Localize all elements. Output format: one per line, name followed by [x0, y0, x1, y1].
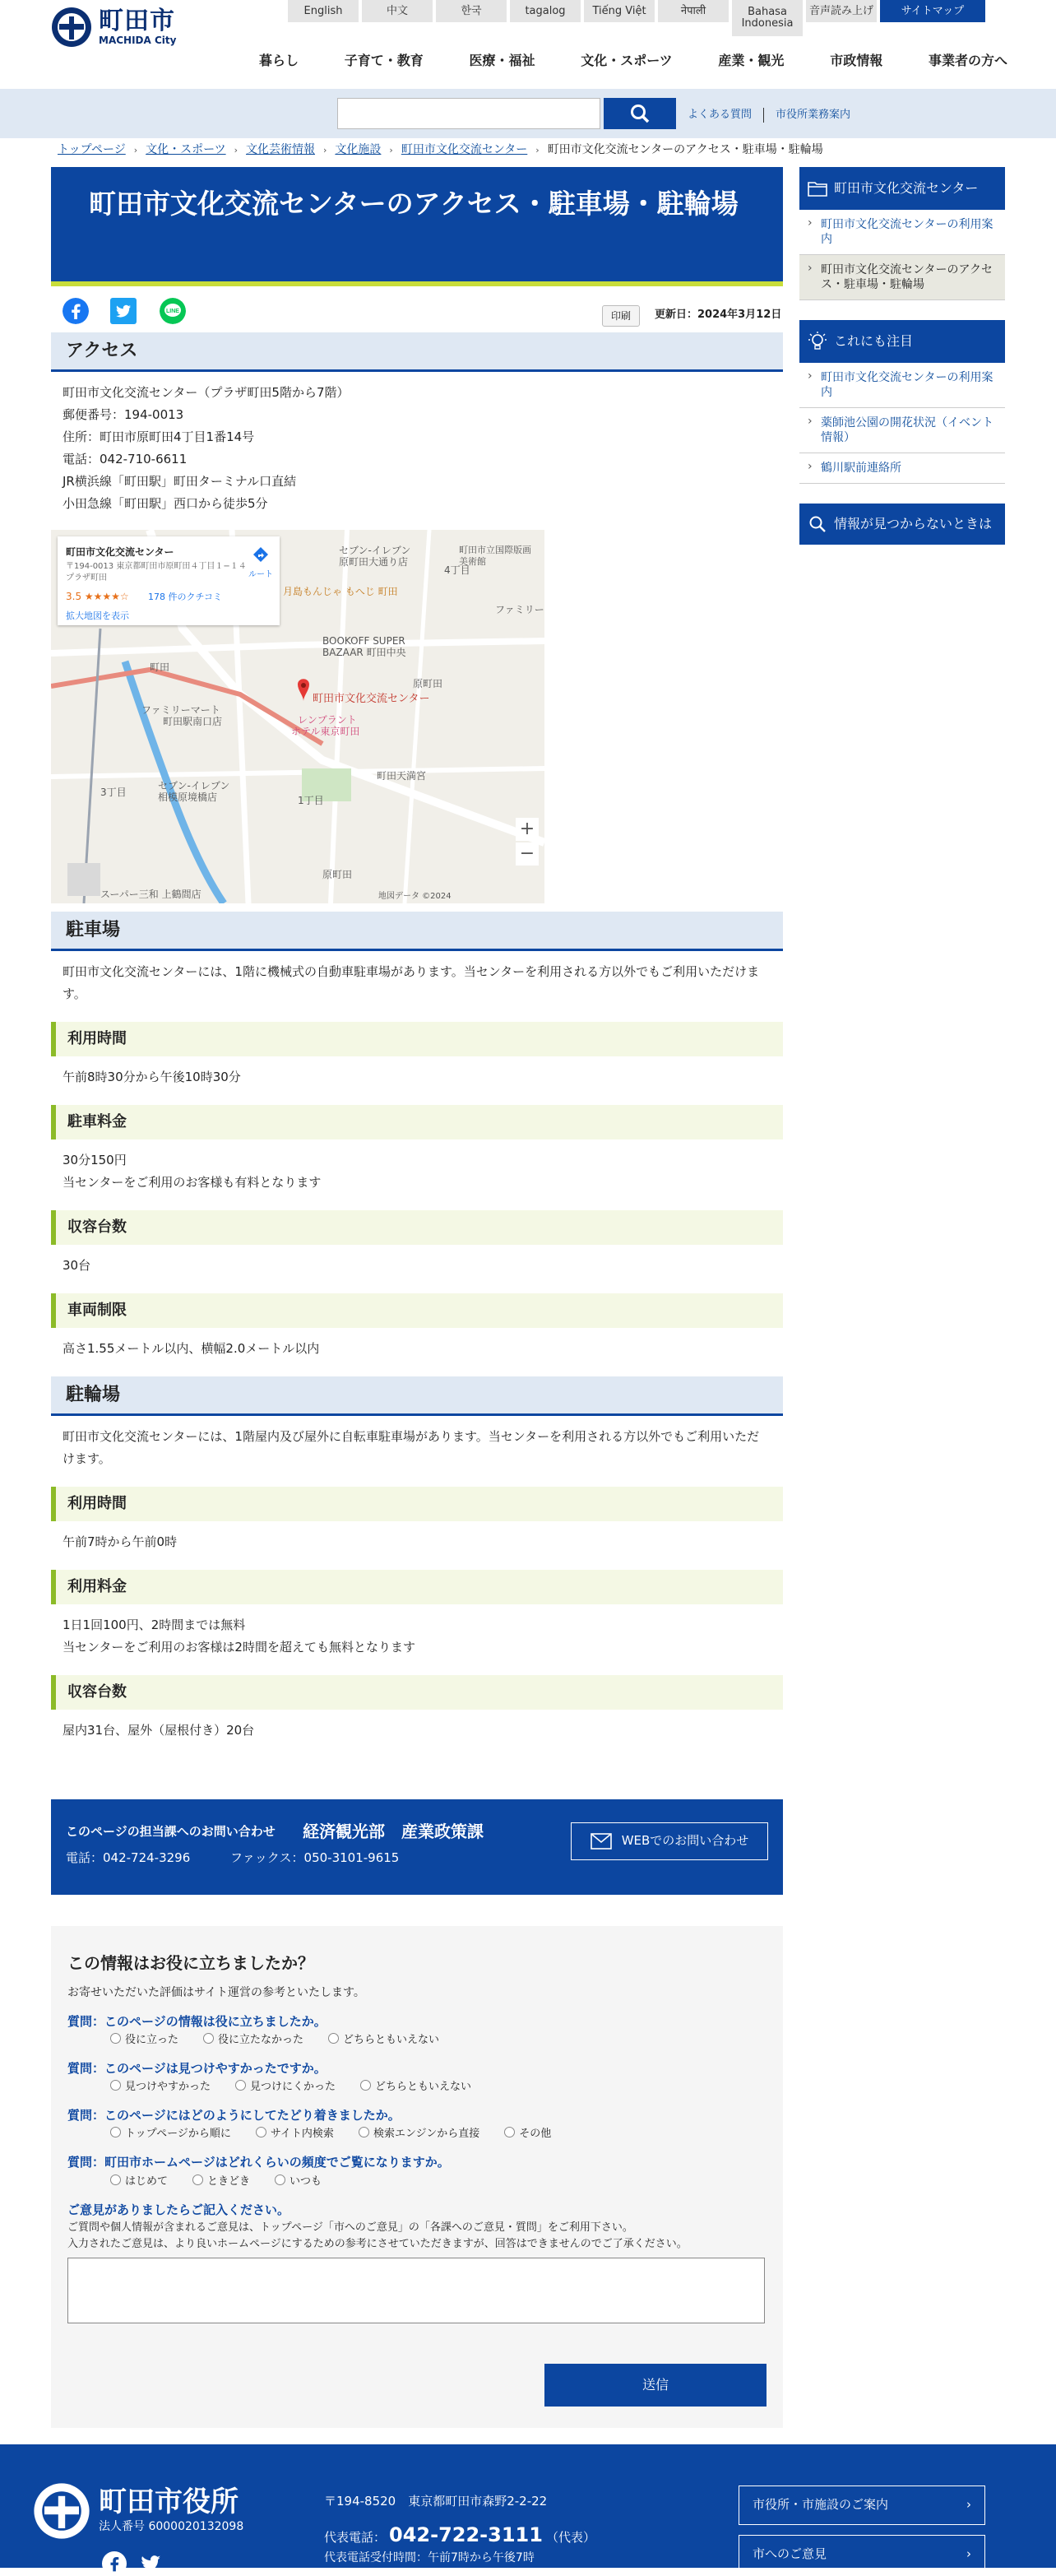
sidebar-item[interactable] — [799, 408, 1005, 453]
section-heading-access: アクセス — [51, 332, 783, 372]
map-label: 原町田 — [413, 678, 443, 689]
access-line: 住所：町田市原町田4丁目1番14号 — [63, 429, 255, 444]
feedback-form — [51, 1926, 783, 2428]
page-title: 町田市文化交流センターのアクセス・駐車場・駐輪場 — [51, 167, 783, 286]
chevron-right-icon: › — [234, 145, 239, 156]
sidebar-item[interactable] — [799, 210, 1005, 255]
access-line: 郵便番号：194-0013 — [63, 407, 184, 422]
subheading: 利用料金 — [51, 1570, 783, 1604]
faq-link[interactable]: よくある質問 — [688, 109, 753, 121]
chevron-right-icon: › — [966, 2546, 971, 2562]
web-inquiry-label: WEBでのお問い合わせ — [621, 1833, 749, 1849]
svg-text:+: + — [519, 819, 535, 839]
radio-group — [67, 2173, 767, 2191]
sidebar-item[interactable] — [799, 453, 1005, 484]
map-label: ファミリー — [495, 604, 544, 615]
map-label: 町田駅南口店 — [163, 716, 223, 727]
access-line: 町田市文化交流センター（プラザ町田5階から7階） — [63, 385, 350, 400]
map-enlarge-link[interactable]: 拡大地図を表示 — [66, 610, 129, 621]
opinion-note: 入力されたご意見は、より良いホームページにするための参考にさせていただきますが、回答はできませんのでご了承ください。 — [67, 2238, 688, 2251]
contact-box — [51, 1799, 783, 1895]
facebook-icon[interactable] — [102, 2551, 127, 2576]
feedback-note: お寄せいただいた評価はサイト運営の参考といたします。 — [67, 1986, 365, 1999]
line-icon[interactable] — [160, 298, 186, 324]
footer-logo — [33, 2482, 243, 2540]
radio-option[interactable]: はじめて — [110, 2173, 168, 2191]
bicycle-capacity: 屋内31台、屋外（屋根付き）20台 — [63, 1723, 255, 1738]
radio-option[interactable]: 見つけやすかった — [110, 2078, 211, 2096]
access-line: 小田急線「町田駅」西口から徒歩5分 — [63, 496, 268, 511]
map-card-rating: 3.5 ★★★★☆ — [66, 591, 129, 602]
twitter-icon[interactable] — [110, 298, 137, 324]
radio-option[interactable]: 検索エンジンから直接 — [359, 2125, 479, 2143]
parking-hours: 午前8時30分から午後10時30分 — [63, 1070, 241, 1084]
breadcrumb-facilities[interactable]: 文化施設 — [335, 143, 382, 156]
bicycle-hours: 午前7時から午前0時 — [63, 1534, 178, 1549]
sidebar-box-header — [799, 320, 1005, 363]
radio-option[interactable]: トップページから順に — [110, 2125, 231, 2143]
access-info — [51, 372, 783, 525]
footer-facilities-button[interactable] — [739, 2485, 985, 2525]
parking-limit: 高さ1.55メートル以内、横幅2.0メートル以内 — [63, 1341, 320, 1356]
main-content — [51, 167, 783, 2428]
feedback-question: 質問：このページは見つけやすかったですか。 — [67, 2060, 327, 2076]
chevron-right-icon: › — [535, 145, 540, 156]
footer-tel-suffix: （代表） — [545, 2530, 595, 2545]
footer-corp-no: 法人番号 6000020132098 — [99, 2520, 244, 2534]
site-footer — [0, 2444, 1056, 2568]
city-emblem-icon — [51, 7, 92, 48]
not-found-button[interactable] — [799, 504, 1005, 545]
opinion-heading: ご意見がありましたらご記入ください。 — [67, 2202, 290, 2217]
map-route-label: ルート — [248, 570, 273, 580]
map-label: BAZAAR 町田中央 — [322, 647, 406, 658]
footer-btn-label: 市へのご意見 — [753, 2546, 827, 2562]
city-emblem-icon — [33, 2482, 90, 2540]
contact-tel: 電話：042-724-3296 — [66, 1850, 191, 1865]
chevron-right-icon: › — [966, 2497, 971, 2513]
nav-living[interactable]: 暮らし — [259, 53, 299, 68]
lang-tagalog[interactable]: tagalog — [510, 0, 581, 22]
sidebar-box-header — [799, 167, 1005, 210]
footer-opinion-button[interactable] — [739, 2535, 985, 2574]
subheading: 収容台数 — [51, 1675, 783, 1710]
google-map[interactable] — [51, 530, 544, 903]
chevron-right-icon: › — [323, 145, 327, 156]
sidebar-link[interactable]: 町田市文化交流センターの利用案内 — [821, 371, 993, 399]
subheading: 利用時間 — [51, 1487, 783, 1521]
chevron-right-icon: › — [389, 145, 393, 156]
footer-name: 町田市役所 — [99, 2485, 239, 2519]
map-label: 原町田 — [322, 869, 353, 880]
nav-medical[interactable]: 医療・福祉 — [469, 53, 535, 68]
breadcrumb-arts-info[interactable]: 文化芸術情報 — [246, 143, 316, 156]
text-line: 当センターをご利用のお客様も有料となります — [63, 1175, 322, 1190]
sitemap-button[interactable]: サイトマップ — [880, 0, 985, 22]
map-label: 3丁目 — [100, 787, 127, 798]
breadcrumb-top[interactable]: トップページ — [58, 143, 126, 156]
opinion-textarea[interactable] — [67, 2258, 765, 2323]
nav-culture[interactable]: 文化・スポーツ — [581, 53, 673, 68]
submit-button[interactable]: 送信 — [544, 2364, 767, 2407]
section-heading-parking: 駐車場 — [51, 912, 783, 951]
map-card-title: 町田市文化交流センター — [66, 546, 174, 558]
radio-option[interactable]: 見つけにくかった — [235, 2078, 336, 2096]
search-bar — [0, 89, 1056, 138]
breadcrumb-culture-sports[interactable]: 文化・スポーツ — [146, 143, 226, 156]
web-inquiry-button[interactable] — [571, 1822, 768, 1860]
map-label: レンブラント — [298, 714, 357, 726]
parking-capacity: 30台 — [63, 1258, 91, 1273]
radio-group — [67, 2031, 767, 2049]
subheading: 駐車料金 — [51, 1105, 783, 1139]
lang-indonesian[interactable]: Bahasa Indonesia — [732, 0, 803, 36]
lang-nepali[interactable]: नेपाली — [658, 0, 729, 22]
radio-option[interactable]: ときどき — [192, 2173, 250, 2191]
contact-label: このページの担当課へのお問い合わせ — [66, 1824, 276, 1839]
radio-option[interactable]: 役に立たなかった — [203, 2031, 303, 2049]
map-info-card — [58, 536, 280, 625]
subheading: 収容台数 — [51, 1210, 783, 1245]
radio-option[interactable]: いつも — [275, 2173, 322, 2191]
facebook-icon[interactable] — [63, 298, 89, 324]
map-label: 4丁目 — [444, 564, 470, 576]
radio-option[interactable]: どちらともいえない — [328, 2031, 439, 2049]
language-bar — [288, 0, 985, 36]
svg-text:−: − — [519, 843, 535, 864]
search-button[interactable] — [604, 98, 676, 129]
footer-tel — [324, 2520, 595, 2550]
map-label: ファミリーマート — [141, 704, 220, 716]
map-label: セブン-イレブン — [339, 545, 411, 556]
radio-option[interactable]: サイト内検索 — [256, 2125, 334, 2143]
access-line: JR横浜線「町田駅」町田ターミナル口直結 — [63, 474, 297, 489]
opinion-note: ご質問や個人情報が含まれるご意見は、トップページ「市へのご意見」の「各課へのご意見・質問」をご利用下さい。 — [67, 2221, 633, 2234]
parking-fee — [51, 1139, 783, 1204]
logo-title: 町田市 — [99, 7, 175, 35]
mail-icon — [591, 1833, 612, 1850]
share-bar — [51, 286, 783, 332]
radio-option[interactable]: その他 — [504, 2125, 551, 2143]
map-label: 相模原境橋店 — [158, 791, 218, 803]
directions-icon — [252, 546, 269, 563]
section-heading-bicycle: 駐輪場 — [51, 1376, 783, 1416]
footer-social — [102, 2551, 163, 2576]
twitter-icon[interactable] — [138, 2551, 163, 2576]
map-label: 町田 — [150, 661, 170, 673]
bicycle-fee — [51, 1604, 783, 1669]
contact-department: 経済観光部 産業政策課 — [303, 1822, 484, 1841]
breadcrumb-current: 町田市文化交流センターのアクセス・駐車場・駐輪場 — [547, 143, 823, 156]
footer-btn-label: 市役所・市施設のご案内 — [753, 2497, 889, 2513]
footer-tel-label: 代表電話： — [324, 2530, 387, 2545]
search-icon — [629, 103, 651, 124]
feedback-question: 質問：このページの情報は役に立ちましたか。 — [67, 2013, 327, 2029]
sidebar-link[interactable]: 町田市文化交流センターの利用案内 — [821, 218, 993, 246]
map-route-button[interactable] — [247, 546, 275, 582]
nav-industry[interactable]: 産業・観光 — [718, 53, 785, 68]
map-label: 月島もんじゃ もへじ 町田 — [283, 586, 398, 597]
office-guide-link[interactable]: 市役所業務案内 — [776, 109, 851, 121]
sidebar-box-featured — [799, 320, 1005, 484]
search-input[interactable] — [337, 98, 600, 129]
radio-group — [67, 2125, 767, 2143]
footer-tel-number: 042-722-3111 — [389, 2523, 543, 2546]
nav-childcare[interactable]: 子育て・教育 — [344, 53, 424, 68]
sidebar-item-current: › 町田市文化交流センターのアクセス・駐車場・駐輪場 — [799, 255, 1005, 300]
contact-fax: ファックス：050-3101-9615 — [230, 1850, 400, 1865]
read-aloud-button[interactable]: 音声読み上げ — [806, 0, 877, 22]
logo-subtitle: MACHIDA City — [99, 35, 177, 46]
text-line: 1日1回100円、2時間までは無料 — [63, 1618, 246, 1632]
map-label: BOOKOFF SUPER — [322, 635, 405, 647]
sidebar-link[interactable]: 薬師池公園の開花状況（イベント情報） — [821, 416, 993, 444]
footer-address: 〒194-8520 東京都町田市森野2-2-22 — [324, 2494, 548, 2509]
feedback-question: 質問：町田市ホームページはどれくらいの頻度でご覧になりますか。 — [67, 2155, 450, 2170]
site-header — [0, 0, 1056, 89]
lang-chinese[interactable]: 中文 — [362, 0, 433, 22]
text-line: 当センターをご利用のお客様は2時間を超えても無料となります — [63, 1640, 415, 1655]
sidebar-link[interactable]: 鶴川駅前連絡所 — [821, 462, 901, 475]
map-label: 原町田大通り店 — [339, 556, 409, 568]
radio-option[interactable]: 役に立った — [110, 2031, 178, 2049]
sidebar-box-center — [799, 167, 1005, 300]
map-label: 1丁目 — [298, 795, 324, 806]
nav-government[interactable]: 市政情報 — [830, 53, 883, 68]
map-copyright: 地図データ ©2024 — [378, 892, 452, 901]
parking-intro: 町田市文化交流センターには、1階に機械式の自動車駐車場があります。当センターを利用される方以外でもご利用いただけます。 — [63, 964, 760, 1001]
breadcrumb-center[interactable]: 町田市文化交流センター — [401, 143, 528, 156]
radio-option[interactable]: どちらともいえない — [360, 2078, 471, 2096]
print-button[interactable]: 印刷 — [602, 305, 640, 327]
site-logo[interactable] — [51, 7, 176, 48]
sidebar-item[interactable] — [799, 363, 1005, 408]
updated-date: 更新日：2024年3月12日 — [655, 309, 782, 321]
map-card-address: 〒194-0013 東京都町田市原町田４丁目１−１４ プラザ町田 — [66, 562, 247, 583]
not-found-label: 情報が見つからないときは — [834, 515, 993, 531]
folder-icon — [808, 180, 827, 197]
search-icon — [808, 514, 827, 534]
radio-group — [67, 2078, 767, 2096]
footer-hours: 代表電話受付時間：午前7時から午後7時 — [324, 2551, 535, 2564]
access-line: 電話：042-710-6611 — [63, 452, 188, 466]
map-label: 町田市立国際版画美術館 — [459, 545, 531, 567]
sidebar-box-title: 町田市文化交流センター — [834, 179, 979, 196]
map-card-reviews[interactable]: 178 件のクチコミ — [148, 592, 223, 602]
map-label: スーパー三和 上鶴間店 — [100, 889, 201, 900]
text-line: 30分150円 — [63, 1153, 127, 1167]
divider — [763, 108, 764, 123]
map-pin-label: 町田市文化交流センター — [313, 693, 430, 705]
map-label: 町田天満宮 — [377, 770, 427, 782]
lang-english[interactable]: English — [288, 0, 359, 22]
feedback-question: 質問：このページにはどのようにしてたどり着きましたか。 — [67, 2108, 401, 2123]
map-label: セブン-イレブン — [158, 780, 230, 791]
svg-text:LINE: LINE — [166, 309, 179, 314]
sidebar — [799, 167, 1005, 545]
lightbulb-icon — [808, 331, 827, 352]
map-label: ホテル東京町田 — [291, 726, 360, 737]
feedback-title: この情報はお役に立ちましたか？ — [67, 1953, 314, 1973]
subheading: 車両制限 — [51, 1293, 783, 1328]
bicycle-intro: 町田市文化交流センターには、1階屋内及び屋外に自転車駐車場があります。当センターを利用される方以外でもご利用いただけます。 — [63, 1429, 760, 1466]
global-nav — [259, 51, 1007, 72]
chevron-right-icon: › — [133, 145, 138, 156]
sidebar-box-title: これにも注目 — [834, 332, 914, 349]
nav-business[interactable]: 事業者の方へ — [928, 53, 1007, 68]
subheading: 利用時間 — [51, 1022, 783, 1056]
lang-korean[interactable]: 한국 — [436, 0, 507, 22]
breadcrumb — [58, 142, 1012, 160]
lang-vietnamese[interactable]: Tiếng Việt — [584, 0, 655, 22]
